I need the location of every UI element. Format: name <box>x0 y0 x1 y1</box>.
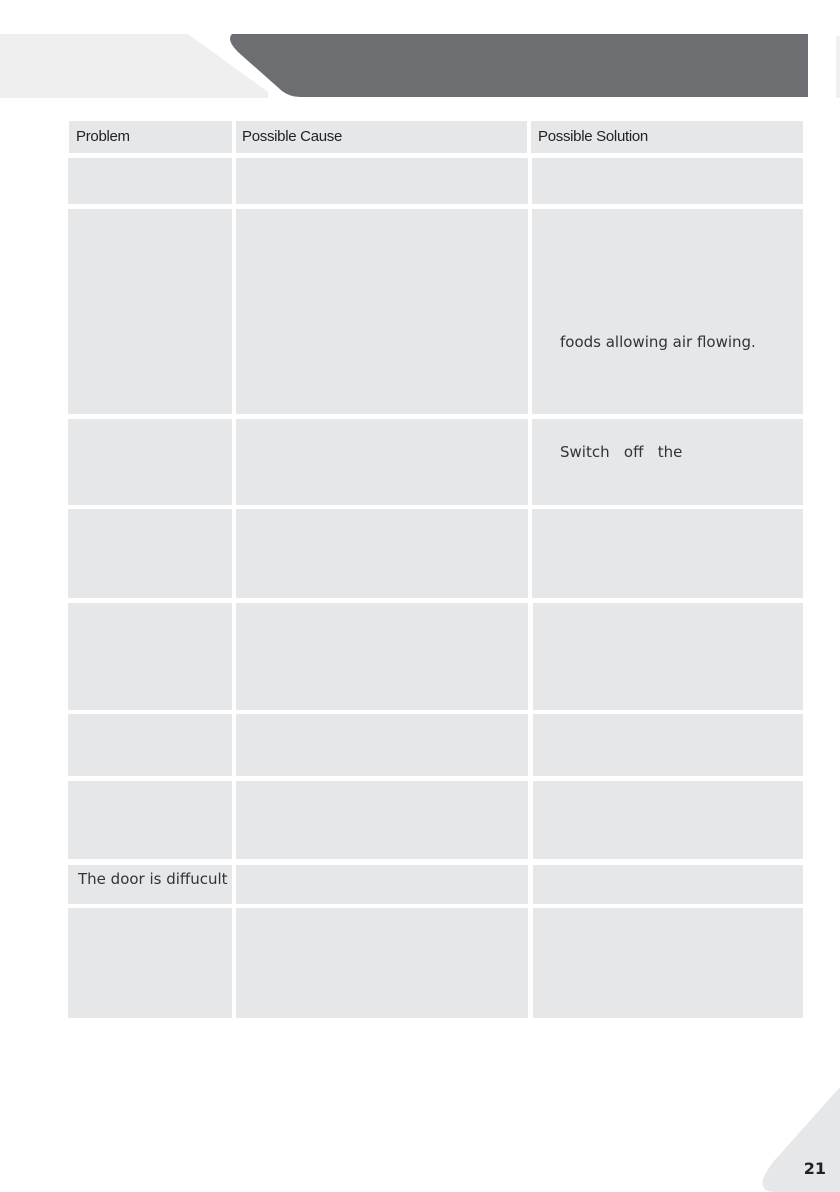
table-cell <box>533 781 803 859</box>
header-possible-solution: Possible Solution <box>538 128 648 145</box>
table-cell <box>68 603 232 710</box>
table-cell <box>236 603 528 710</box>
table-cell <box>236 714 528 776</box>
table-cell <box>68 158 232 204</box>
table-cell <box>532 419 803 505</box>
table-cell <box>68 714 232 776</box>
page-number: 21 <box>803 1159 826 1178</box>
table-cell <box>68 865 232 904</box>
header-cell-problem <box>69 121 232 153</box>
problem-text: The door is diffucult <box>78 870 228 888</box>
table-cell <box>236 419 528 505</box>
table-cell <box>68 908 232 1018</box>
page-corner-graphic <box>760 1087 840 1192</box>
table-cell <box>68 209 232 414</box>
solution-text: Switch off the <box>560 443 683 461</box>
table-cell <box>533 865 803 904</box>
table-cell <box>533 908 803 1018</box>
table-cell <box>533 603 803 710</box>
table-cell <box>532 158 803 204</box>
table-cell <box>533 714 803 776</box>
table-cell <box>532 509 803 598</box>
table-cell <box>236 865 528 904</box>
table-cell <box>236 509 528 598</box>
table-cell <box>236 209 528 414</box>
table-cell <box>532 209 803 414</box>
table-cell <box>68 419 232 505</box>
table-cell <box>236 781 528 859</box>
header-cell-cause <box>236 121 527 153</box>
header-cell-solution <box>531 121 803 153</box>
solution-text: foods allowing air flowing. <box>560 333 756 351</box>
table-cell <box>68 781 232 859</box>
table-cell <box>236 158 528 204</box>
header-problem: Problem <box>76 128 130 145</box>
table-cell <box>236 908 528 1018</box>
header-possible-cause: Possible Cause <box>242 128 343 145</box>
table-cell <box>68 509 232 598</box>
